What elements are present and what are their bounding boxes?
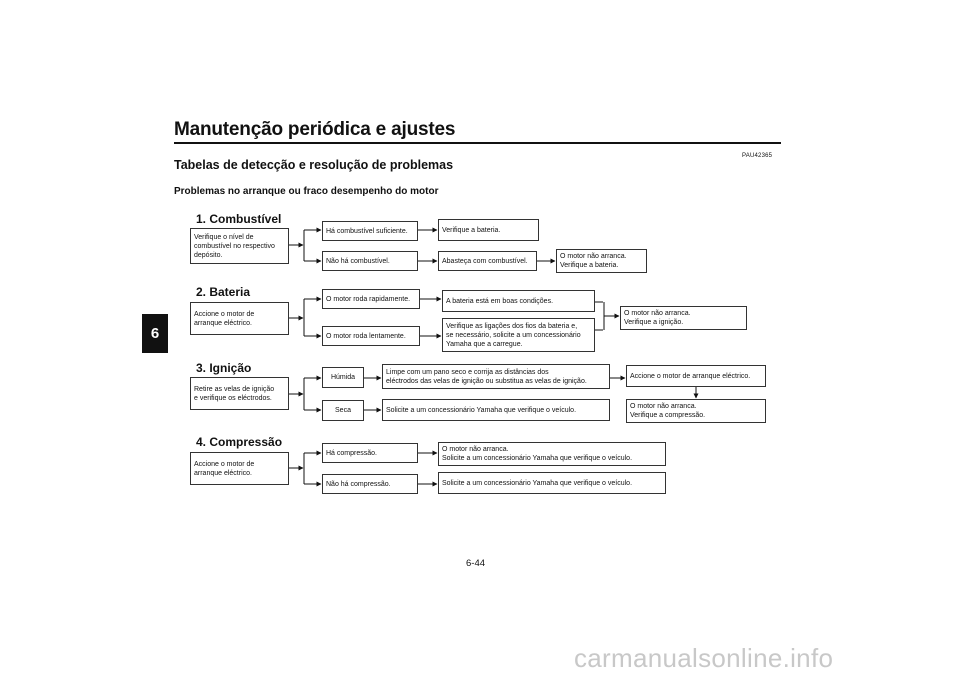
document-code: PAU42365	[742, 153, 773, 159]
title-rule	[174, 142, 781, 144]
ignition-clean-plugs-box: Limpe com um pano seco e corrija as distâncias dos eléctrodos das velas de ignição ou substitua as velas de ignição.	[382, 364, 610, 389]
battery-check-connections-box: Verifique as ligações dos fios da bateria e, se necessário, solicite a um concessionário Yamaha que a carregue.	[442, 318, 595, 352]
battery-start-box: Accione o motor de arranque eléctrico.	[190, 302, 289, 335]
ignition-dry-box: Seca	[322, 400, 364, 421]
compression-start-box: Accione o motor de arranque eléctrico.	[190, 452, 289, 485]
compression-absent-box: Não há compressão.	[322, 474, 418, 494]
fuel-check-battery-box: Verifique a bateria.	[438, 219, 539, 241]
group-title-battery: 2. Bateria	[196, 285, 251, 299]
page-title: Manutenção periódica e ajustes	[174, 119, 456, 140]
fuel-empty-box: Não há combustível.	[322, 251, 418, 271]
page-number: 6-44	[466, 558, 486, 569]
ignition-wet-box: Húmida	[322, 367, 364, 388]
battery-ok-box: A bateria está em boas condições.	[442, 290, 595, 312]
compression-present-box: Há compressão.	[322, 443, 418, 463]
ignition-no-start-box: O motor não arranca. Verifique a compressão.	[626, 399, 766, 423]
ignition-dealer-box: Solicite a um concessionário Yamaha que verifique o veículo.	[382, 399, 610, 421]
compression-no-start-box: O motor não arranca. Solicite a um concessionário Yamaha que verifique o veículo.	[438, 442, 666, 466]
compression-dealer-box: Solicite a um concessionário Yamaha que verifique o veículo.	[438, 472, 666, 494]
ignition-start-box: Retire as velas de ignição e verifique os eléctrodos.	[190, 377, 289, 410]
section-title: Tabelas de detecção e resolução de problemas	[174, 158, 454, 172]
group-title-fuel: 1. Combustível	[196, 212, 282, 226]
fuel-no-start-box: O motor não arranca. Verifique a bateria.	[556, 249, 647, 273]
group-title-compression: 4. Compressão	[196, 435, 283, 449]
fuel-refill-box: Abasteça com combustível.	[438, 251, 537, 271]
ignition-start-again-box: Accione o motor de arranque eléctrico.	[626, 365, 766, 387]
fuel-start-box: Verifique o nível de combustível no respectivo depósito.	[190, 228, 289, 264]
group-title-ignition: 3. Ignição	[196, 361, 252, 375]
battery-slow-box: O motor roda lentamente.	[322, 326, 420, 346]
chapter-tab: 6	[142, 314, 168, 353]
battery-no-start-box: O motor não arranca. Verifique a ignição.	[620, 306, 747, 330]
watermark: carmanualsonline.info	[574, 643, 834, 673]
fuel-sufficient-box: Há combustível suficiente.	[322, 221, 418, 241]
subsection-title: Problemas no arranque ou fraco desempenho do motor	[174, 186, 439, 197]
battery-fast-box: O motor roda rapidamente.	[322, 289, 420, 309]
